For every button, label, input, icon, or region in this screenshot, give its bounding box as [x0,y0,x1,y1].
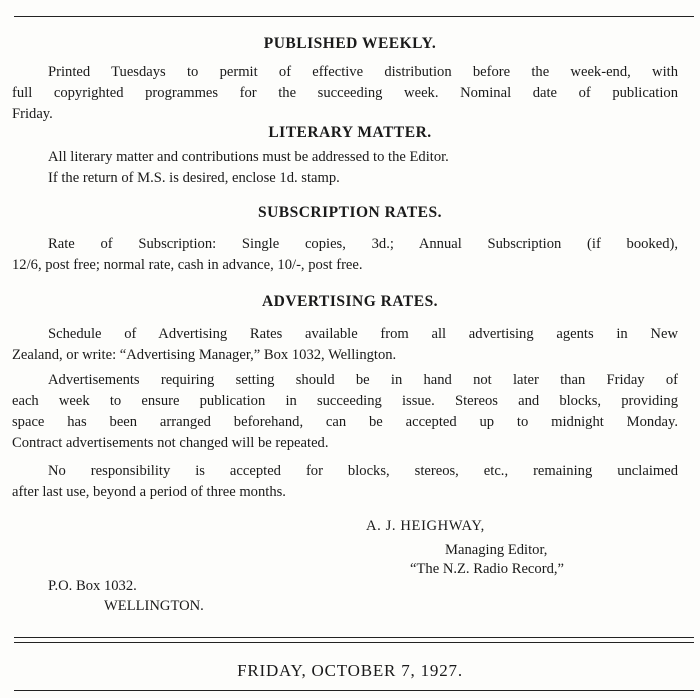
publication-name: “The N.Z. Radio Record,” [410,561,564,577]
top-rule [14,16,694,17]
text-line: Rate of Subscription: Single copies, 3d.; Annual Subscription (if booked), [48,236,678,252]
advertising-rates-para2 [12,370,678,454]
text-line: No responsibility is accepted for blocks, stereos, etc., remaining unclaimed [48,463,678,479]
text-line: Friday. [12,106,53,122]
advertising-rates-para3 [12,461,678,503]
text-line: Schedule of Advertising Rates available from all advertising agents in New [48,326,678,342]
published-weekly-heading: PUBLISHED WEEKLY. [263,35,437,52]
advertising-rates-heading: ADVERTISING RATES. [261,293,439,310]
text-line: space has been arranged beforehand, can be accepted up to midnight Monday. [12,414,678,430]
literary-matter-text [12,147,678,189]
subscription-rates-text [12,234,678,276]
literary-matter-heading: LITERARY MATTER. [268,124,432,141]
editor-name: A. J. HEIGHWAY, [366,518,485,534]
address-box: P.O. Box 1032. [48,578,137,594]
text-line: Contract advertisements not changed will be repeated. [12,435,329,451]
text-line: after last use, beyond a period of three months. [12,484,286,500]
text-line: Zealand, or write: “Advertising Manager,” Box 1032, Wellington. [12,347,397,363]
text-line: full copyrighted programmes for the succeeding week. Nominal date of publication [12,85,678,101]
address-city: WELLINGTON. [104,598,204,614]
text-line: 12/6, post free; normal rate, cash in advance, 10/-, post free. [12,257,363,273]
footer-rule [14,690,694,691]
subscription-rates-heading: SUBSCRIPTION RATES. [257,204,443,221]
bottom-rule-upper [14,637,694,638]
advertising-rates-para1 [12,324,678,366]
editor-title: Managing Editor, [445,542,548,558]
text-line: Printed Tuesdays to permit of effective distribution before the week-end, with [48,64,678,80]
text-line: Advertisements requiring setting should be in hand not later than Friday of [48,372,678,388]
text-line: each week to ensure publication in succeeding issue. Stereos and blocks, providing [12,393,678,409]
text-line: If the return of M.S. is desired, enclose 1d. stamp. [48,170,340,186]
published-weekly-text [12,62,678,125]
bottom-rule-lower [14,642,694,643]
text-line: All literary matter and contributions must be addressed to the Editor. [48,149,449,165]
issue-date: FRIDAY, OCTOBER 7, 1927. [237,661,463,680]
